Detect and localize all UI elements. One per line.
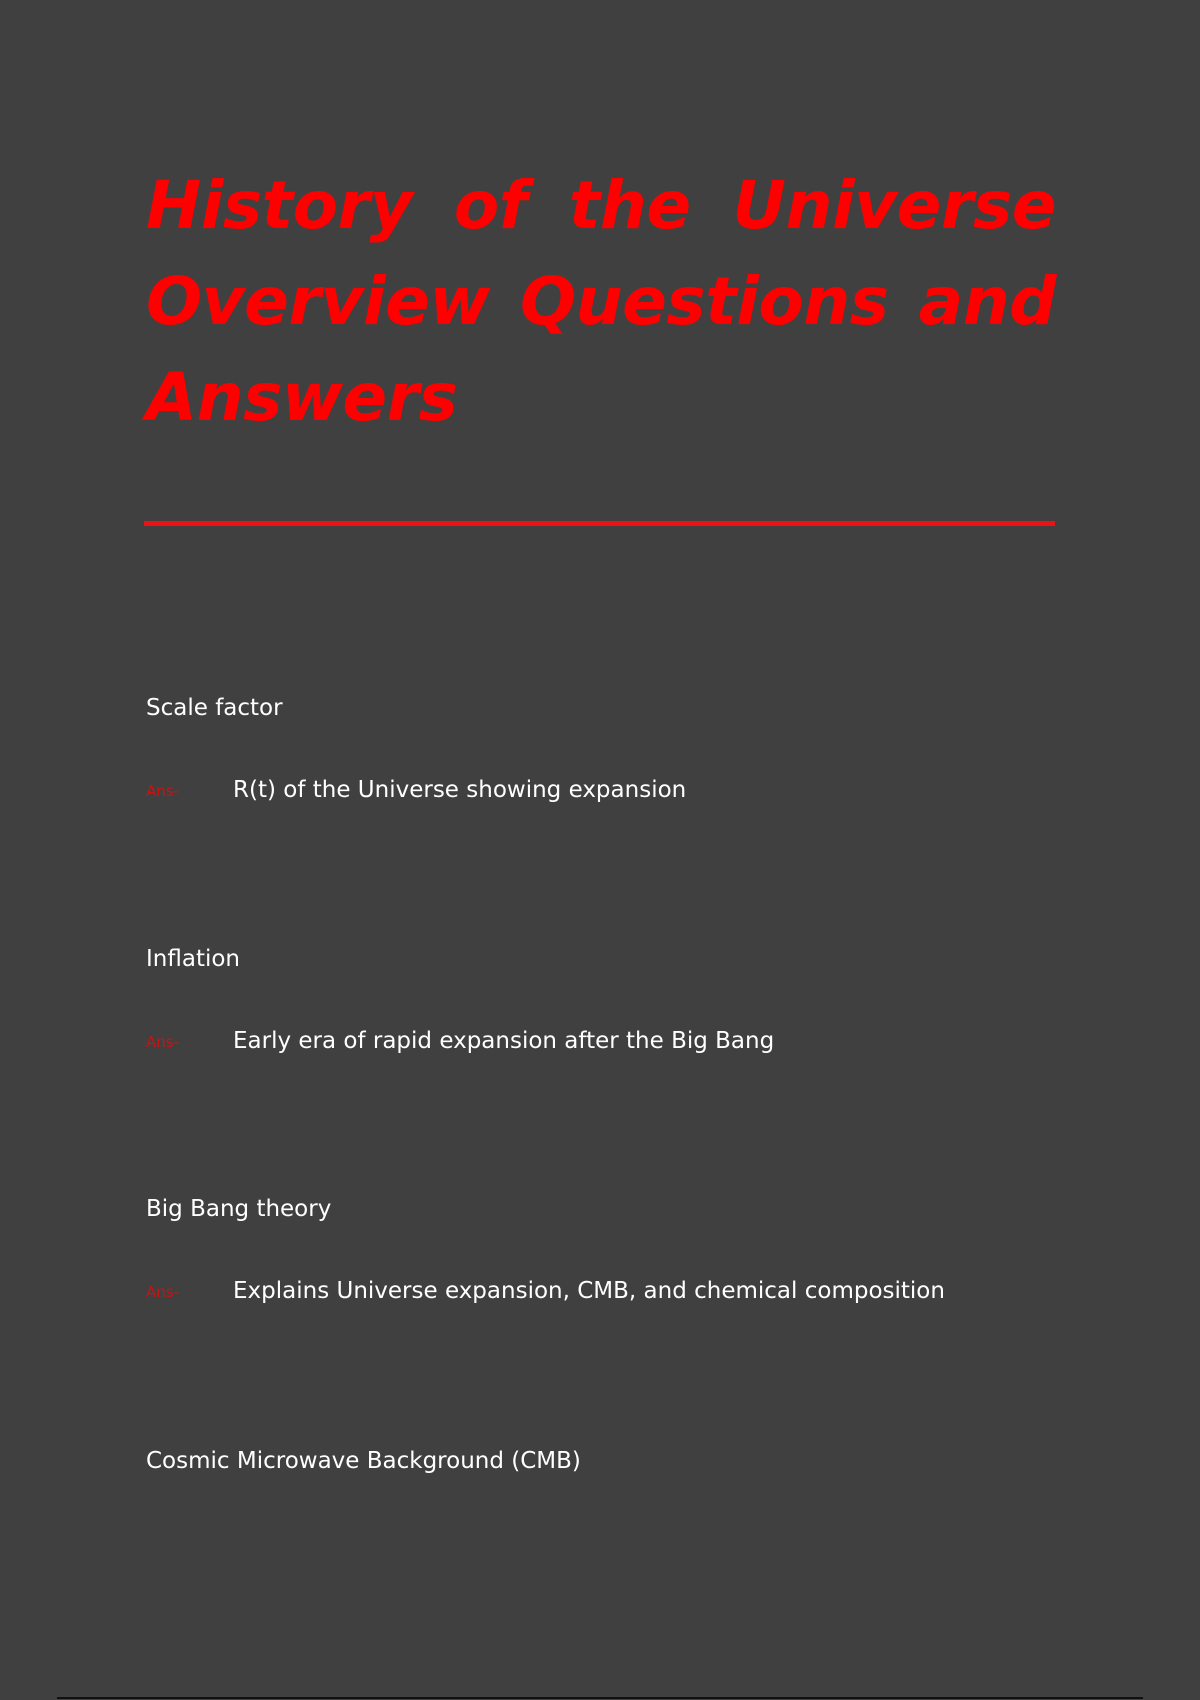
- title-divider: [144, 521, 1055, 526]
- ans-label: Ans-: [146, 1283, 179, 1301]
- qa-item-cmb: [146, 1446, 1126, 1476]
- answer-row: [146, 1026, 1126, 1056]
- qa-item-big-bang-theory: [146, 1194, 1126, 1306]
- ans-label: Ans-: [146, 782, 179, 800]
- question-text: Big Bang theory: [146, 1196, 332, 1222]
- qa-item-inflation: [146, 944, 1126, 1056]
- answer-row: [146, 775, 1126, 805]
- answer-text: Explains Universe expansion, CMB, and chemical composition: [233, 1278, 945, 1304]
- qa-item-scale-factor: [146, 693, 1126, 805]
- question-text: Scale factor: [146, 695, 283, 721]
- answer-row: [146, 1276, 1126, 1306]
- question-text: Cosmic Microwave Background (CMB): [146, 1448, 581, 1474]
- page-title: History of the Universe Overview Questions and Answers: [146, 167, 1056, 436]
- page-bottom-divider: [57, 1697, 1143, 1699]
- ans-label: Ans-: [146, 1033, 179, 1051]
- answer-text: R(t) of the Universe showing expansion: [233, 777, 687, 803]
- answer-text: Early era of rapid expansion after the Big Bang: [233, 1028, 775, 1054]
- question-text: Inflation: [146, 946, 240, 972]
